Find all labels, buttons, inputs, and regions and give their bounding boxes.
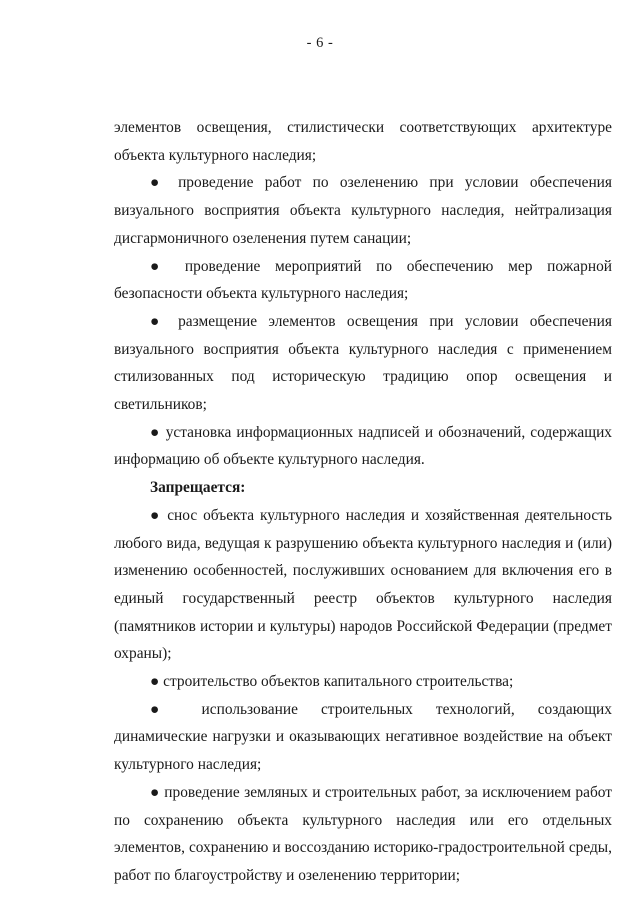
document-body [114,114,612,890]
list-item-information-signs: ● установка информационных надписей и обозначений, содержащих информацию об объекте культурного наследия. [114,423,612,469]
list-item-construction-technologies: ● использование строительных технологий, создающих динамические нагрузки и оказывающих негативное воздействие на объект культурного наследия; [114,700,612,774]
list-item-demolition: ● снос объекта культурного наследия и хозяйственная деятельность любого вида, ведущая к разрушению объекта культурного наследия и (или) изменению особенностей, послуживших основанием для включения его в единый государственный реестр объектов культурного наследия (памятников истории и культуры) народов Российской Федерации (предмет охраны); [114,506,612,663]
section-heading-prohibited: Запрещается: [150,479,246,497]
list-item-fire-safety: ● проведение мероприятий по обеспечению мер пожарной безопасности объекта культурного наследия; [114,257,612,303]
paragraph-lighting-elements: элементов освещения, стилистически соответствующих архитектуре объекта культурного наследия; [114,119,612,164]
page-number: - 6 - [306,35,334,51]
list-item-lighting: ● размещение элементов освещения при условии обеспечения визуального восприятия объекта культурного наследия с применением стилизованных под историческую традицию опор освещения и светильников; [114,312,612,414]
list-item-earthworks: ● проведение земляных и строительных работ, за исключением работ по сохранению объекта культурного наследия или его отдельных элементов, сохранению и воссозданию историко-градостроительной среды, работ по благоустройству и озеленению территории; [114,783,612,884]
list-item-capital-construction: ● строительство объектов капитального строительства; [150,673,514,691]
list-item-greening: ● проведение работ по озеленению при условии обеспечения визуального восприятия объекта культурного наследия, нейтрализация дисгармоничного озеленения путем санации; [114,174,612,247]
